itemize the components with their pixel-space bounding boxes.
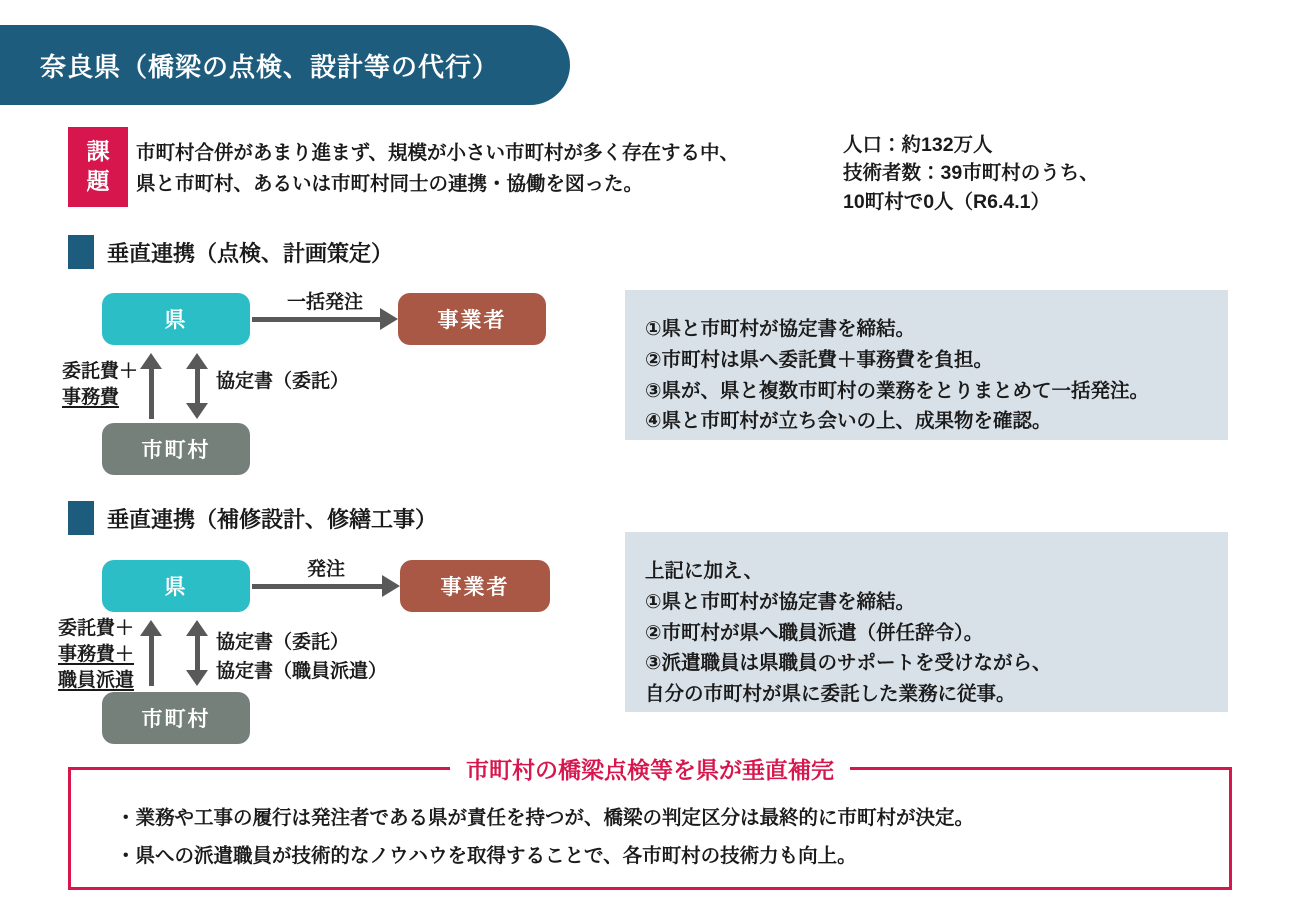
section-bullet-square — [68, 235, 94, 269]
agreement-label-line: 協定書（委託） — [216, 632, 350, 653]
section-bullet-square — [68, 501, 94, 535]
info-line: ③県が、県と複数市町村の業務をとりまとめて一括発注。 — [645, 379, 1150, 402]
agreement-label-line: 協定書（職員派遣） — [216, 660, 388, 682]
arrow-head-down-icon — [186, 403, 208, 419]
stats-block — [843, 131, 1099, 216]
section1-heading — [68, 235, 393, 269]
payment-label-line: 事務費 — [62, 387, 120, 409]
info-line: ③派遣職員は県職員のサポートを受けながら、 — [645, 652, 1052, 675]
issue-badge-char: 題 — [86, 168, 110, 194]
agreement-label-line: 協定書（委託） — [216, 371, 350, 392]
diagram1-municipality-node: 市町村 — [102, 423, 250, 475]
diagram1-contractor-node: 事業者 — [398, 293, 546, 345]
diagram2-agreement-arrow-updown — [184, 620, 210, 686]
issue-text — [136, 138, 739, 200]
issue-line: 県と市町村、あるいは市町村同士の連携・協働を図った。 — [136, 173, 644, 196]
stat-line: 技術者数：39市町村のうち、 — [843, 162, 1099, 185]
diagram1-prefecture-node: 県 — [102, 293, 250, 345]
section2-heading-label: 垂直連携（補修設計、修繕工事） — [107, 506, 438, 532]
diagram1-payment-arrow-up — [138, 353, 164, 419]
section1-info-box — [625, 290, 1228, 440]
diagram1-agreement-arrow-updown — [184, 353, 210, 419]
issue-line: 市町村合併があまり進まず、規模が小さい市町村が多く存在する中、 — [136, 142, 739, 164]
arrow-head-down-icon — [186, 670, 208, 686]
diagram2-payment-label — [58, 616, 134, 695]
diagram2-contractor-node: 事業者 — [400, 560, 550, 612]
issue-badge-char: 課 — [86, 138, 110, 165]
summary-box — [68, 752, 1232, 890]
summary-bullet: ・業務や工事の履行は発注者である県が責任を持つが、橋梁の判定区分は最終的に市町村が決定。 — [116, 807, 975, 829]
diagram2-prefecture-node: 県 — [102, 560, 250, 612]
stat-line: 人口：約132万人 — [843, 134, 993, 156]
arrow-shaft — [149, 366, 154, 419]
payment-label-line: 職員派遣 — [58, 670, 135, 692]
info-line: 自分の市町村が県に委託した業務に従事。 — [645, 683, 1016, 706]
arrow-head-right-icon — [380, 308, 398, 330]
info-line: ①県と市町村が協定書を締結。 — [645, 590, 916, 613]
arrow-shaft — [195, 366, 200, 406]
payment-label-line: 委託費＋ — [62, 361, 139, 382]
info-line: ①県と市町村が協定書を締結。 — [645, 318, 916, 340]
arrow-shaft — [195, 633, 200, 673]
diagram1-order-label: 一括発注 — [286, 292, 363, 313]
diagram2-order-arrow — [252, 571, 400, 601]
diagram1-payment-label — [62, 359, 138, 411]
diagram1-order-arrow — [252, 304, 398, 334]
arrow-shaft — [149, 633, 154, 686]
section2-info-box — [625, 532, 1228, 712]
info-line: ④県と市町村が立ち会いの上、成果物を確認。 — [645, 410, 1052, 433]
page-title: 奈良県（橋梁の点検、設計等の代行） — [40, 51, 500, 82]
info-line: 上記に加え、 — [645, 560, 764, 582]
diagram2-order-label: 発注 — [306, 559, 345, 580]
issue-badge — [68, 127, 128, 207]
payment-label-line: 委託費＋ — [58, 618, 135, 639]
summary-bullets — [71, 785, 1229, 875]
info-line: ②市町村が県へ職員派遣（併任辞令）。 — [645, 621, 984, 644]
header-banner — [0, 25, 570, 105]
payment-label-line: 事務費＋ — [58, 644, 135, 666]
diagram2-agreement-label — [216, 629, 387, 686]
diagram2-payment-arrow-up — [138, 620, 164, 686]
summary-title: 市町村の橋梁点検等を県が垂直補完 — [466, 757, 834, 783]
info-line: ②市町村は県へ委託費＋事務費を負担。 — [645, 348, 994, 371]
diagram2-municipality-node: 市町村 — [102, 692, 250, 744]
stat-line: 10町村で0人（R6.4.1） — [843, 190, 1050, 213]
arrow-shaft — [252, 317, 383, 322]
diagram1-agreement-label — [216, 369, 349, 395]
arrow-head-right-icon — [382, 575, 400, 597]
arrow-shaft — [252, 584, 385, 589]
section2-heading — [68, 501, 437, 535]
section1-heading-label: 垂直連携（点検、計画策定） — [107, 240, 394, 266]
summary-bullet: ・県への派遣職員が技術的なノウハウを取得することで、各市町村の技術力も向上。 — [116, 845, 857, 868]
